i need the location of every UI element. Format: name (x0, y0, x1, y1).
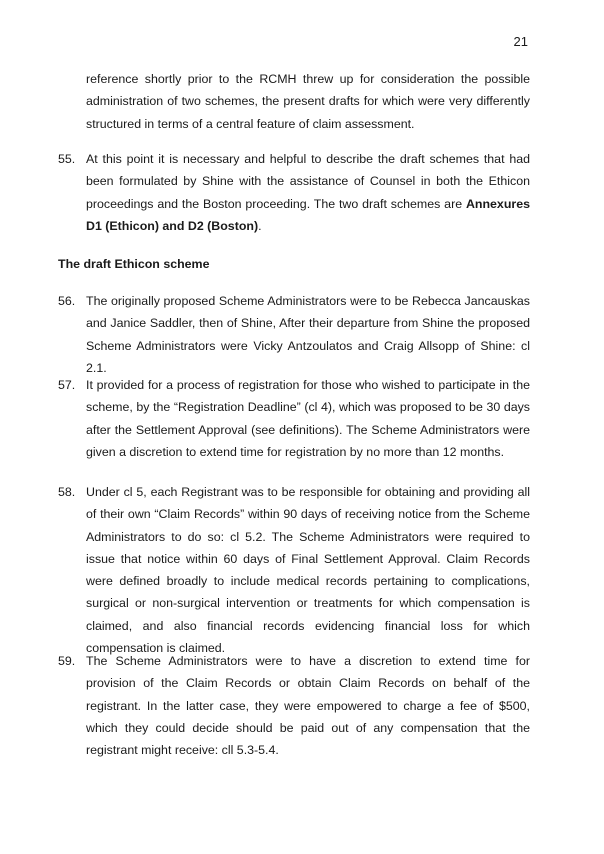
paragraph-text: The Scheme Administrators were to have a discretion to extend time for provision of the Claim Records or obtain Claim Records on behalf of the registrant. In the latter case, they were empowered to charge a fee of $500, which they could decide should be paid out of any compensation that the registrant might receive: cll 5.3-5.4. (86, 654, 530, 758)
paragraph-text-part: At this point it is necessary and helpful to describe the draft schemes that had been formulated by Shine with the assistance of Counsel in both the Ethicon proceedings and the Boston proceeding. The two draft schemes are (86, 152, 530, 211)
paragraph-number: 57. (58, 378, 76, 392)
paragraph-58 (58, 481, 530, 659)
page-number: 21 (513, 34, 528, 49)
paragraph-number: 56. (58, 294, 76, 308)
paragraph-number: 58. (58, 485, 76, 499)
paragraph-56 (58, 290, 530, 379)
paragraph-text: Under cl 5, each Registrant was to be responsible for obtaining and providing all of their own “Claim Records” within 90 days of receiving notice from the Scheme Administrators to do so: cl 5.2. The Scheme Administrators were required to issue that notice within 60 days of Final Settlement Approval. Claim Records were defined broadly to include medical records pertaining to complications, surgical or non-surgical intervention or treatments for which compensation is claimed, and also financial records evidencing financial loss for which compensation is claimed. (86, 485, 530, 656)
paragraph-number: 55. (58, 152, 76, 166)
annexure-reference: Annexures D1 (Ethicon) and D2 (Boston) (86, 196, 530, 233)
paragraph-text-part: . (258, 218, 262, 233)
continuation-paragraph: reference shortly prior to the RCMH threw up for consideration the possible administration of two schemes, the present drafts for which were very differently structured in terms of a central feature of claim assessment. (86, 72, 530, 131)
paragraph-59 (58, 650, 530, 761)
paragraph-text: It provided for a process of registration for those who wished to participate in the scheme, by the “Registration Deadline” (cl 4), which was proposed to be 30 days after the Settlement Approval (see definitions). The Scheme Administrators were given a discretion to extend time for registration by no more than 12 months. (86, 378, 530, 459)
paragraph-text (86, 148, 530, 237)
paragraph-55 (58, 148, 530, 237)
section-heading: The draft Ethicon scheme (58, 257, 210, 271)
paragraph-57 (58, 374, 530, 463)
paragraph-text: The originally proposed Scheme Administrators were to be Rebecca Jancauskas and Janice Saddler, then of Shine, After their departure from Shine the proposed Scheme Administrators were Vicky Antzoulatos and Craig Allsopp of Shine: cl 2.1. (86, 294, 530, 375)
paragraph-number: 59. (58, 654, 76, 668)
